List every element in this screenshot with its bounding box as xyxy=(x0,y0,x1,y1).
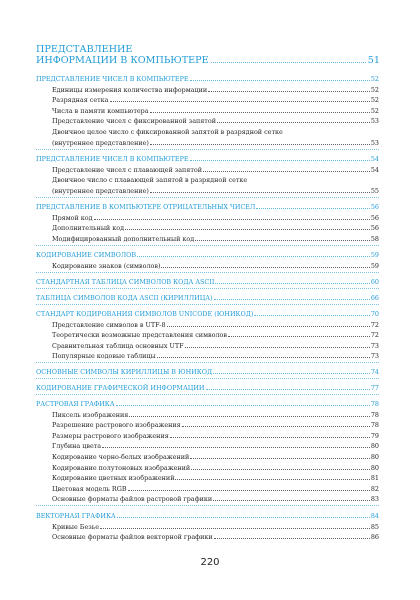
toc-entry-title: ТАБЛИЦА СИМВОЛОВ КОДА ASCII (КИРИЛЛИЦА) xyxy=(36,294,213,302)
toc-entry-title: Кривые Безье xyxy=(52,522,100,531)
toc-entry-page: 53 xyxy=(370,138,379,147)
toc-entry-title: Разрешение растрового изображения xyxy=(52,421,181,430)
toc-entry-title: Кодирование цветных изображений xyxy=(52,474,175,483)
chapter-title-line-2: ИНФОРМАЦИИ В КОМПЬЮТЕРЕ xyxy=(36,55,209,66)
toc-entry-title: Глубина цвета xyxy=(52,442,102,451)
toc-subsection[interactable] xyxy=(36,495,379,503)
toc-subsection[interactable] xyxy=(36,331,379,339)
toc-entry-title: Разрядная сетка xyxy=(52,96,109,105)
toc-entry-page: 72 xyxy=(370,331,379,340)
toc-subsection[interactable] xyxy=(36,321,379,329)
toc-entry-page: 72 xyxy=(370,320,379,329)
toc-entry-title: Пиксель изображения xyxy=(52,410,129,419)
toc-section[interactable] xyxy=(36,512,379,520)
toc-leader xyxy=(170,437,370,438)
toc-entry-title: Популярные кодовые таблицы xyxy=(52,352,156,361)
toc-entry-page: 78 xyxy=(370,400,379,408)
toc-leader xyxy=(213,373,370,374)
toc-leader xyxy=(150,112,370,113)
toc-section[interactable] xyxy=(36,155,379,163)
toc-leader xyxy=(256,208,370,209)
toc-section[interactable] xyxy=(36,400,379,408)
toc-leader xyxy=(214,299,370,300)
toc-entry-title: Размеры растрового изображения xyxy=(52,431,169,440)
toc-subsection[interactable] xyxy=(36,474,379,482)
toc-entry-title: Кодирование знаков (символов) xyxy=(52,261,161,270)
section-divider xyxy=(36,362,379,363)
toc-entry-page: 52 xyxy=(370,96,379,105)
toc-entry-page: 82 xyxy=(370,484,379,493)
toc-entry-title: (внутреннее представление) xyxy=(52,138,149,147)
toc-subsection[interactable] xyxy=(36,342,379,350)
toc-entry-page: 73 xyxy=(370,341,379,350)
toc-entry-page: 52 xyxy=(370,106,379,115)
chapter-title-row xyxy=(36,55,380,66)
toc-entry-title: КОДИРОВАНИЕ ГРАФИЧЕСКОЙ ИНФОРМАЦИИ xyxy=(36,384,205,392)
toc-entry-title: Теоретически возможные представления символов xyxy=(52,331,227,340)
toc-entry-page: 58 xyxy=(370,234,379,243)
toc-section[interactable] xyxy=(36,75,379,83)
toc-entry-title: Прямой код xyxy=(52,213,93,222)
toc-subsection[interactable] xyxy=(36,224,379,232)
toc-entry-page: 78 xyxy=(370,410,379,419)
section-divider xyxy=(36,149,379,150)
toc-entry-title: Кодирование черно-белых изображений xyxy=(52,453,190,461)
toc-entry-page: 70 xyxy=(370,310,379,318)
toc-entry-page: 60 xyxy=(370,278,379,286)
toc-entry-page: 81 xyxy=(370,474,379,483)
toc-subsection[interactable] xyxy=(36,166,379,174)
toc-subsection[interactable] xyxy=(36,442,379,450)
toc-entry-page: 73 xyxy=(370,352,379,361)
toc-entry-title: Единицы измерения количества информации xyxy=(52,85,208,94)
toc-subsection[interactable] xyxy=(36,139,379,147)
toc-section[interactable] xyxy=(36,251,379,259)
toc-entry-page: 54 xyxy=(370,155,379,163)
toc-leader xyxy=(195,240,370,241)
toc-leader xyxy=(94,219,370,220)
toc-entry-page: 56 xyxy=(370,224,379,233)
chapter-title-line-1: ПРЕДСТАВЛЕНИЕ xyxy=(36,44,133,55)
toc-subsection[interactable] xyxy=(36,464,379,472)
toc-subsection[interactable] xyxy=(36,187,379,195)
toc-leader xyxy=(116,405,370,406)
toc-entry-title: КОДИРОВАНИЕ СИМВОЛОВ xyxy=(36,251,137,259)
toc-leader xyxy=(228,336,370,337)
toc-subsection[interactable] xyxy=(36,262,379,270)
toc-leader xyxy=(190,160,370,161)
section-divider xyxy=(36,505,379,506)
toc-leader xyxy=(102,447,370,448)
toc-leader xyxy=(213,500,370,501)
section-divider xyxy=(36,378,379,379)
toc-subsection[interactable] xyxy=(36,96,379,104)
toc-entry-title: ПРЕДСТАВЛЕНИЕ ЧИСЕЛ В КОМПЬЮТЕРЕ xyxy=(36,75,189,83)
toc-leader xyxy=(190,458,370,459)
toc-section[interactable] xyxy=(36,294,379,302)
toc-subsection[interactable] xyxy=(36,86,379,94)
toc-leader xyxy=(167,326,370,327)
toc-leader xyxy=(100,528,370,529)
toc-entry-page: 86 xyxy=(370,533,379,542)
toc-entry-page: 84 xyxy=(370,512,379,520)
toc-entry-page: 53 xyxy=(370,117,379,126)
toc-leader xyxy=(125,229,370,230)
section-divider xyxy=(36,394,379,395)
toc-subsection[interactable] xyxy=(36,214,379,222)
section-divider xyxy=(36,245,379,246)
toc-section[interactable] xyxy=(36,368,379,376)
toc-entry-continued: Двоичное целое число с фиксированной запятой в разрядной сетке xyxy=(52,128,283,136)
toc-subsection[interactable] xyxy=(36,533,379,541)
toc-entry-page: 55 xyxy=(370,186,379,195)
toc-entry-title: Представление чисел с плавающей запятой xyxy=(52,165,202,174)
toc-entry-page: 66 xyxy=(370,294,379,302)
toc-section[interactable] xyxy=(36,310,379,318)
toc-leader xyxy=(128,490,370,491)
toc-entry-page: 56 xyxy=(370,203,379,211)
toc-section[interactable] xyxy=(36,203,379,211)
toc-subsection[interactable] xyxy=(36,421,379,429)
toc-entry-page: 80 xyxy=(370,442,379,451)
toc-subsection[interactable] xyxy=(36,485,379,493)
toc-section[interactable] xyxy=(36,278,379,286)
section-divider xyxy=(36,288,379,289)
toc-entry-title: ПРЕДСТАВЛЕНИЕ ЧИСЕЛ В КОМПЬЮТЕРЕ xyxy=(36,155,189,163)
toc-leader xyxy=(254,315,369,316)
toc-leader xyxy=(191,469,370,470)
toc-entry-page: 59 xyxy=(370,251,379,259)
section-divider xyxy=(36,197,379,198)
chapter-page: 51 xyxy=(367,55,380,66)
toc-subsection[interactable] xyxy=(36,235,379,243)
toc-leader xyxy=(206,389,370,390)
toc-entry-title: Кодирование полутоновых изображений xyxy=(52,463,191,472)
toc-subsection[interactable] xyxy=(36,107,379,115)
toc-entry-title: СТАНДАРТНАЯ ТАБЛИЦА СИМВОЛОВ КОДА ASCII xyxy=(36,278,215,286)
toc-leader xyxy=(182,426,370,427)
chapter-leader xyxy=(211,62,366,63)
toc-entry-page: 80 xyxy=(370,453,379,461)
section-divider xyxy=(36,304,379,305)
toc-entry-title: Модифицированный дополнительный код xyxy=(52,234,195,243)
toc-entry-title: Дополнительный код xyxy=(52,224,124,233)
toc-leader xyxy=(150,144,370,145)
toc-entry-title: (внутреннее представление) xyxy=(52,186,149,195)
toc-leader xyxy=(175,479,369,480)
chapter-heading xyxy=(36,44,380,66)
toc-subsection[interactable] xyxy=(36,411,379,419)
toc-entry-page: 78 xyxy=(370,421,379,430)
toc-leader xyxy=(214,538,370,539)
page-number: 220 xyxy=(200,557,220,568)
toc-subsection[interactable] xyxy=(36,117,379,125)
toc-entry-page: 52 xyxy=(370,75,379,83)
toc-entry-page: 83 xyxy=(370,495,379,504)
toc-entry-title: ОСНОВНЫЕ СИМВОЛЫ КИРИЛЛИЦЫ В ЮНИКОД xyxy=(36,368,213,376)
toc-entry-page: 85 xyxy=(370,522,379,531)
toc-leader xyxy=(157,357,370,358)
toc-leader xyxy=(129,416,370,417)
toc-leader xyxy=(110,101,370,102)
toc-leader xyxy=(217,122,370,123)
toc-subsection[interactable] xyxy=(36,352,379,360)
toc-entry-title: Представление чисел с фиксированной запятой xyxy=(52,117,216,126)
toc-entry-title: ВЕКТОРНАЯ ГРАФИКА xyxy=(36,512,116,520)
toc-entry-title: Основные форматы файлов растровой графики xyxy=(52,495,213,504)
toc-entry-page: 80 xyxy=(370,463,379,472)
toc-leader xyxy=(137,256,370,257)
toc-entry-title: Числа в памяти компьютера xyxy=(52,106,149,115)
toc-leader xyxy=(117,517,370,518)
toc-entry-page: 54 xyxy=(370,165,379,174)
toc-section[interactable] xyxy=(36,384,379,392)
toc-entry-title: СТАНДАРТ КОДИРОВАНИЯ СИМВОЛОВ UNICODE (ЮНИКОД) xyxy=(36,310,254,318)
toc-leader xyxy=(161,267,369,268)
toc-entry-title: Цветовая модель RGB xyxy=(52,484,127,493)
toc-entry-title: РАСТРОВАЯ ГРАФИКА xyxy=(36,400,115,408)
toc-leader xyxy=(150,192,370,193)
section-divider xyxy=(36,272,379,273)
toc-leader xyxy=(215,283,370,284)
toc-entry-page: 56 xyxy=(370,213,379,222)
toc-leader xyxy=(208,91,370,92)
toc-leader xyxy=(185,347,370,348)
toc-entry-page: 52 xyxy=(370,85,379,94)
toc-entry-title: Основные форматы файлов векторной графики xyxy=(52,533,213,542)
toc-subsection[interactable] xyxy=(36,523,379,531)
toc-entry-title: ПРЕДСТАВЛЕНИЕ В КОМПЬЮТЕРЕ ОТРИЦАТЕЛЬНЫХ ЧИСЕЛ xyxy=(36,203,256,211)
toc-entry-page: 77 xyxy=(370,384,379,392)
toc-entry-page: 74 xyxy=(370,368,379,376)
toc-entry-title: Сравнительная таблица основных UTF xyxy=(52,341,184,350)
toc-leader xyxy=(203,171,370,172)
toc-entry-page: 59 xyxy=(370,261,379,270)
toc-entry-title: Представление символов в UTF-8 xyxy=(52,320,166,329)
toc-entry-page: 79 xyxy=(370,431,379,440)
toc-leader xyxy=(190,80,370,81)
toc-entry-continued: Двоичное число с плавающей запятой в разрядной сетке xyxy=(52,176,248,185)
toc-subsection[interactable] xyxy=(36,432,379,440)
toc-subsection[interactable] xyxy=(36,453,379,461)
